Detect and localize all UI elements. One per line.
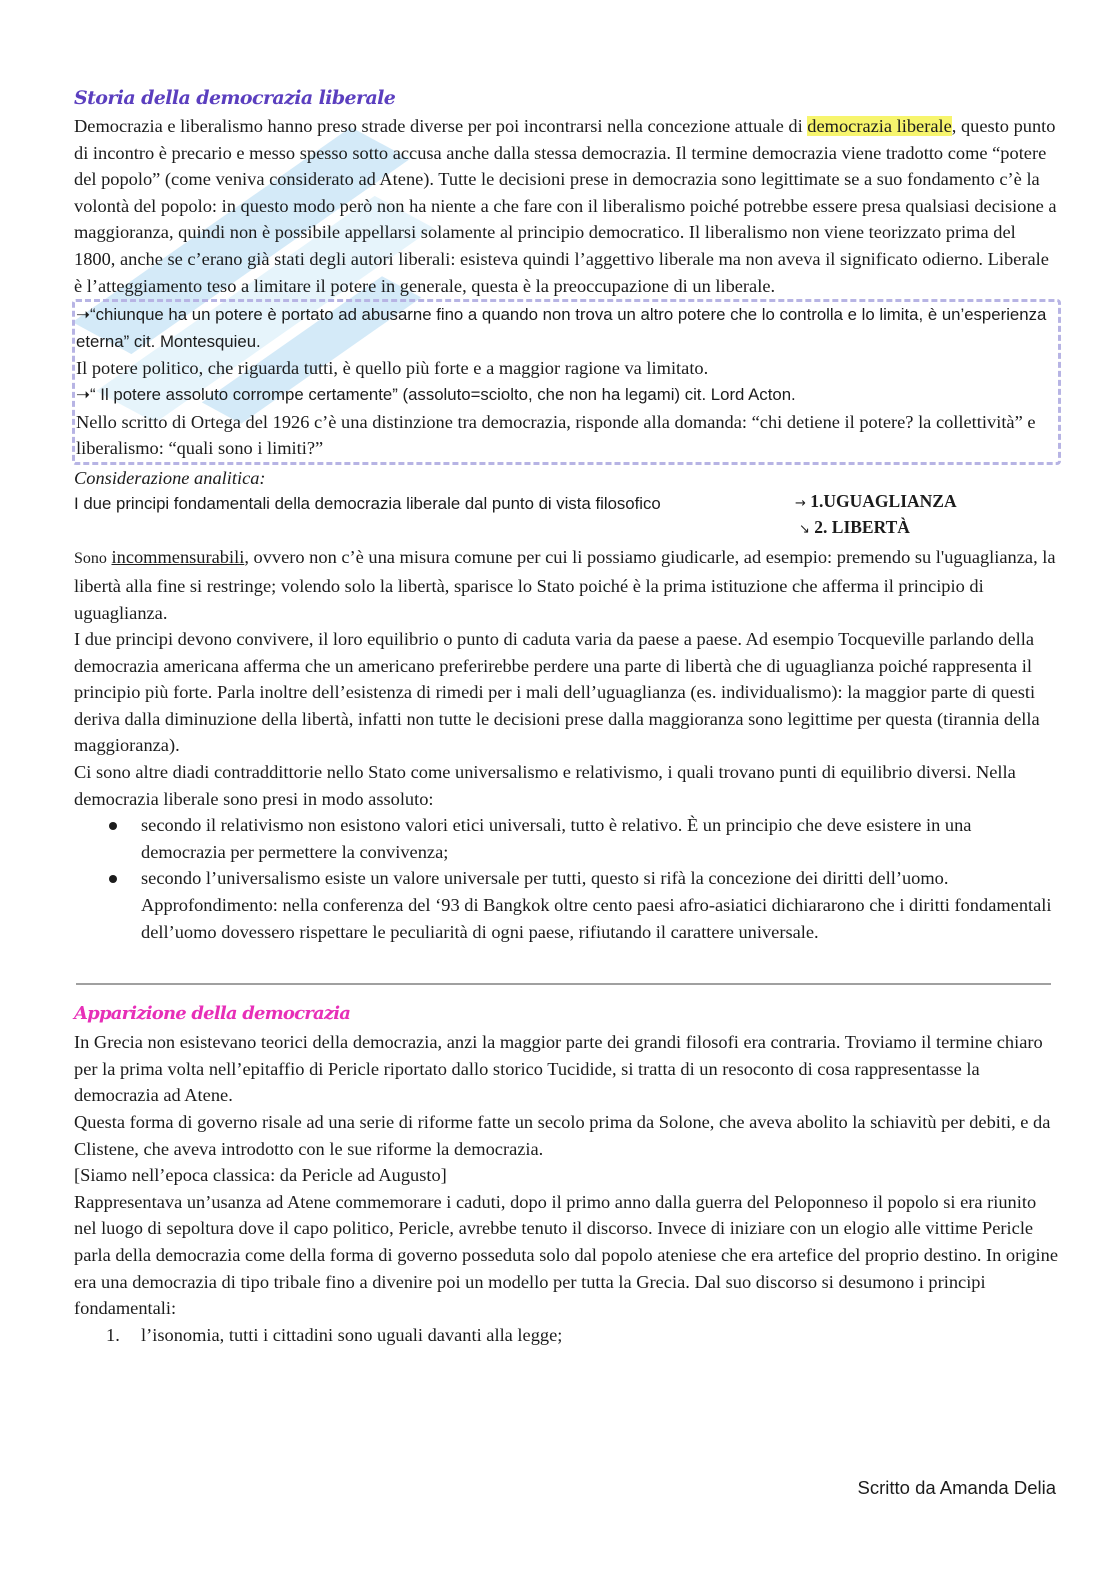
section-title-apparizione: Apparizione della democrazia bbox=[74, 1003, 351, 1025]
list-item bbox=[74, 865, 1059, 945]
bullet-text-universalismo: secondo l’universalismo esiste un valore universale per tutti, questo si rifà la concezione dei diritti dell’uomo. Approfondimento: nella conferenza del ‘93 di Bangkok oltre cento paesi afro-asiatici dichiararono che i diritti fondamentali dell’uomo dovessero rispettare le peculiarità di ogni paese, rifiutando il carattere universale. bbox=[141, 868, 1052, 942]
quote-ortega: Nello scritto di Ortega del 1926 c’è una distinzione tra democrazia, risponde alla domanda: “chi detiene il potere? la collettività” e liberalismo: “quali sono i limiti?” bbox=[76, 411, 1036, 459]
bullet-icon bbox=[109, 875, 117, 883]
bullet-icon bbox=[109, 822, 117, 830]
arrow-down-right-icon: ↘ bbox=[799, 522, 810, 538]
author-footer: Scritto da Amanda Delia bbox=[857, 1477, 1056, 1498]
list-number: 1. bbox=[106, 1324, 120, 1345]
list-item bbox=[74, 812, 1059, 865]
paragraph-diadi: Ci sono altre diadi contraddittorie nello Stato come universalismo e relativismo, i quali trovano punti di equilibrio diversi. Nella democrazia liberale sono presi in modo assoluto: bbox=[74, 762, 1016, 809]
paragraph-incommensurable bbox=[74, 544, 1059, 626]
principles-diagram bbox=[74, 491, 1059, 544]
paragraph-solone: Questa forma di governo risale ad una serie di riforme fatte un secolo prima da Solone, che aveva abolito la schiavitù per debiti, e da Clistene, che aveva introdotto con le sue riforme la democrazia. bbox=[74, 1112, 1051, 1159]
paragraph-incommensurable-rest: , ovvero non c’è una misura comune per cui li possiamo giudicarle, ad esempio: premendo su l'uguaglianza, la libertà alla fine si restringe; volendo solo la libertà, sparisce lo Stato poiché è la prima istituzione che afferma il principio di uguaglianza. bbox=[74, 547, 1056, 623]
numbered-list bbox=[74, 1322, 1059, 1349]
underlined-term: incommensurabili bbox=[111, 547, 245, 568]
paragraph-lead: Sono bbox=[74, 550, 107, 568]
principle-equality-label: 1.UGUAGLIANZA bbox=[810, 491, 957, 512]
document-page bbox=[74, 83, 1059, 1348]
paragraph-intro-start: Democrazia e liberalismo hanno preso strade diverse per poi incontrarsi nella concezione attuale di bbox=[74, 116, 803, 136]
bullet-list bbox=[74, 812, 1059, 945]
quote-acton: ➝“ Il potere assoluto corrompe certamente” (assoluto=sciolto, che non ha legami) cit. Lord Acton. bbox=[76, 384, 796, 404]
list-item bbox=[74, 1322, 1059, 1349]
principle-liberty bbox=[799, 517, 910, 538]
paragraph-intro-end: , questo punto di incontro è precario e messo spesso sotto accusa anche dalla stessa democrazia. Il termine democrazia viene tradotto come “potere del popolo” (come veniva considerato ad Atene). Tutte le decisioni prese in democrazia sono legittimate se a suo fondamento c’è la volontà del popolo: in questo modo però non ha niente a che fare con il liberalismo poiché potrebbe essere presa qualsiasi decisione a maggioranza, quindi non è possibile appellarsi solamente al principio democratico. Il liberalismo non viene teorizzato prima del 1800, anche se c’erano già stati degli autori liberali: esisteva quindi l’aggettivo liberale ma non aveva il significato odierno. Liberale è l’atteggiamento teso a limitare il potere in generale, questa è la preoccupazione di un liberale. bbox=[74, 116, 1057, 296]
highlighted-term: democrazia liberale bbox=[807, 116, 952, 136]
analytic-label: Considerazione analitica: bbox=[74, 467, 266, 488]
arrow-right-icon: → bbox=[795, 496, 806, 512]
principle-equality bbox=[795, 491, 957, 512]
paragraph-tocqueville: I due principi devono convivere, il loro equilibrio o punto di caduta varia da paese a paese. Ad esempio Tocqueville parlando della democrazia americana afferma che un americano preferirebbe perdere una parte di libertà che di uguaglianza poiché rappresenta il principio più forte. Parla inoltre dell’esistenza di rimedi per i mali dell’uguaglianza (es. individualismo): la maggior parte di questi deriva dalla diminuzione della libertà, infatti non tutte le decisioni prese dalla maggioranza sono legittime per questa (tirannia della maggioranza). bbox=[74, 629, 1040, 756]
principle-liberty-label: 2. LIBERTÀ bbox=[814, 517, 910, 538]
section-divider bbox=[76, 983, 1051, 985]
bullet-text-relativismo: secondo il relativismo non esistono valori etici universali, tutto è relativo. È un principio che deve esistere in una democrazia per permettere la convivenza; bbox=[141, 815, 972, 862]
paragraph-epoca: [Siamo nell’epoca classica: da Pericle ad Augusto] bbox=[74, 1165, 447, 1186]
quote-montesquieu: ➝“chiunque ha un potere è portato ad abusarne fino a quando non trova un altro potere che lo controlla e lo limita, è un’esperienza eterna” cit. Montesquieu. bbox=[76, 305, 1047, 351]
principles-intro: I due principi fondamentali della democrazia liberale dal punto di vista filosofico bbox=[74, 494, 661, 514]
paragraph-pericle: Rappresentava un’usanza ad Atene commemorare i caduti, dopo il primo anno dalla guerra del Peloponneso il popolo si era riunito nel luogo di sepoltura dove il capo politico, Pericle, avrebbe tenuto il discorso. Invece di iniziare con un elogio alle vittime Pericle parla della democrazia come della forma di governo posseduta solo dal popolo ateniese che era artefice del proprio destino. In origine era una democrazia di tipo tribale fino a divenire poi un modello per tutta la Grecia. Dal suo discorso si desumono i principi fondamentali: bbox=[74, 1191, 1059, 1319]
paragraph-intro bbox=[74, 113, 1059, 299]
list-text-isonomia: l’isonomia, tutti i cittadini sono uguali davanti alla legge; bbox=[141, 1324, 563, 1345]
section-title-storia: Storia della democrazia liberale bbox=[74, 87, 396, 109]
quote-note-political-power: Il potere politico, che riguarda tutti, è quello più forte e a maggior ragione va limitato. bbox=[76, 358, 709, 379]
quote-box bbox=[72, 299, 1061, 465]
paragraph-grecia: In Grecia non esistevano teorici della democrazia, anzi la maggior parte dei grandi filosofi era contraria. Troviamo il termine chiaro per la prima volta nell’epitaffio di Pericle riportato dallo storico Tucidide, si tratta di un resoconto di cosa rappresentasse la democrazia ad Atene. bbox=[74, 1032, 1043, 1106]
